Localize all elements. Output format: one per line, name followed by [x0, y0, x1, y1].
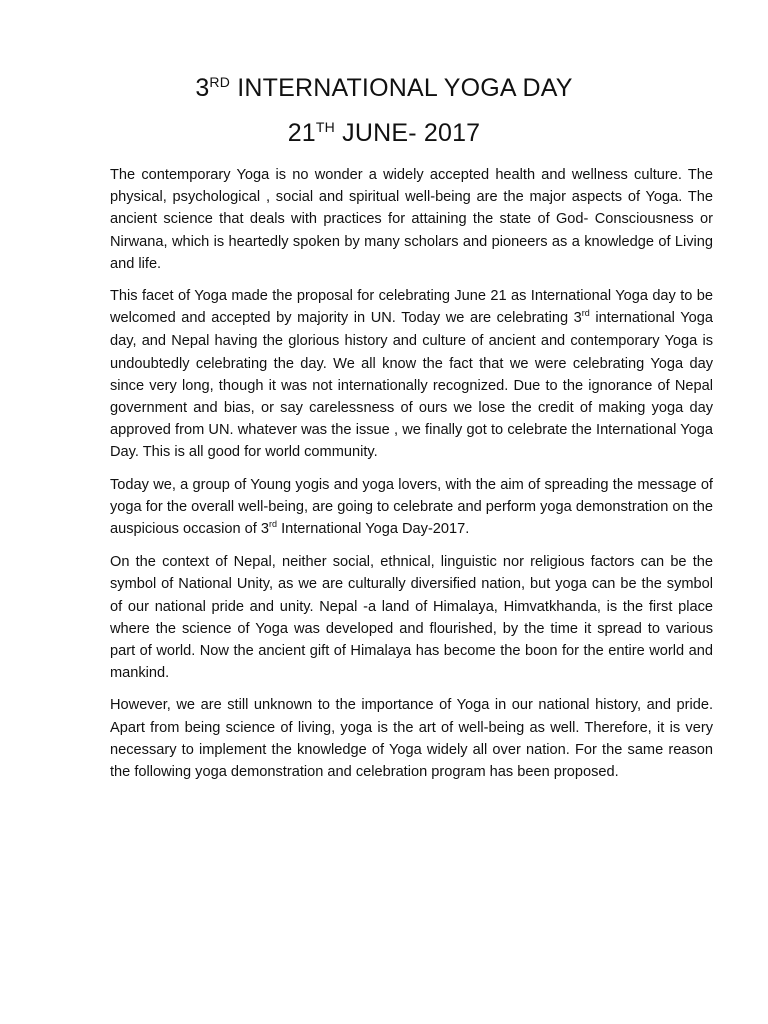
paragraph-3 [110, 474, 713, 542]
paragraph-3-part-a: Today we, a group of Young yogis and yoga lovers, with the aim of spreading the message of yoga for the overall well-being, are going to celebrate and perform yoga demonstration on the auspicious occasion of 3 [110, 476, 713, 538]
paragraph-3-part-b: International Yoga Day-2017. [277, 521, 470, 538]
title-text: INTERNATIONAL YOGA DAY [230, 74, 573, 102]
document-date [0, 118, 768, 151]
paragraph-4: On the context of Nepal, neither social, ethnical, linguistic nor religious factors can be the symbol of National Unity, as we are culturally diversified nation, but yoga can be the symbol of our national pride and unity. Nepal -a land of Himalaya, Himvatkhanda, is the first place where the science of Yoga was developed and flourished, by the time it spread to various part of world. Now the ancient gift of Himalaya has become the boon for the entire world and mankind. [110, 554, 713, 682]
document-title [0, 73, 768, 106]
date-day: 21 [287, 119, 316, 147]
paragraph-1: The contemporary Yoga is no wonder a widely accepted health and wellness culture. The physical, psychological , social and spiritual well-being are the major aspects of Yoga. The ancient science that deals with practices for attaining the state of God- Consciousness or Nirwana, which is heartedly spoken by many scholars and pioneers as a knowledge of Living and life. [110, 167, 713, 272]
paragraph-5: However, we are still unknown to the importance of Yoga in our national history, and pride. Apart from being science of living, yoga is the art of well-being as well. Therefore, it is very necessary to implement the knowledge of Yoga widely all over nation. For the same reason the following yoga demonstration and celebration program has been proposed. [110, 697, 713, 781]
document-body [110, 164, 713, 793]
title-number: 3 [195, 74, 210, 102]
paragraph-2-part-b: international Yoga day, and Nepal having the glorious history and culture of ancient and contemporary Yoga is undoubtedly celebrating the day. We all know the fact that we were celebrating Yoga day since very long, though it was not internationally recognized. Due to the ignorance of Nepal government and bias, or say carelessness of ours we lose the credit of making yoga day approved from UN. whatever was the issue , we finally got to celebrate the International Yoga Day. This is all good for world community. [110, 310, 713, 461]
title-ordinal-suffix: RD [209, 74, 231, 90]
paragraph-3-ordinal: rd [269, 519, 278, 530]
paragraph-2-part-a: This facet of Yoga made the proposal for celebrating June 21 as International Yoga day to be welcomed and accepted by majority in UN. Today we are celebrating 3 [110, 288, 713, 327]
date-text: JUNE- 2017 [334, 119, 481, 147]
date-ordinal-suffix: TH [315, 119, 335, 135]
paragraph-2 [110, 285, 713, 464]
paragraph-2-ordinal: rd [581, 308, 590, 319]
